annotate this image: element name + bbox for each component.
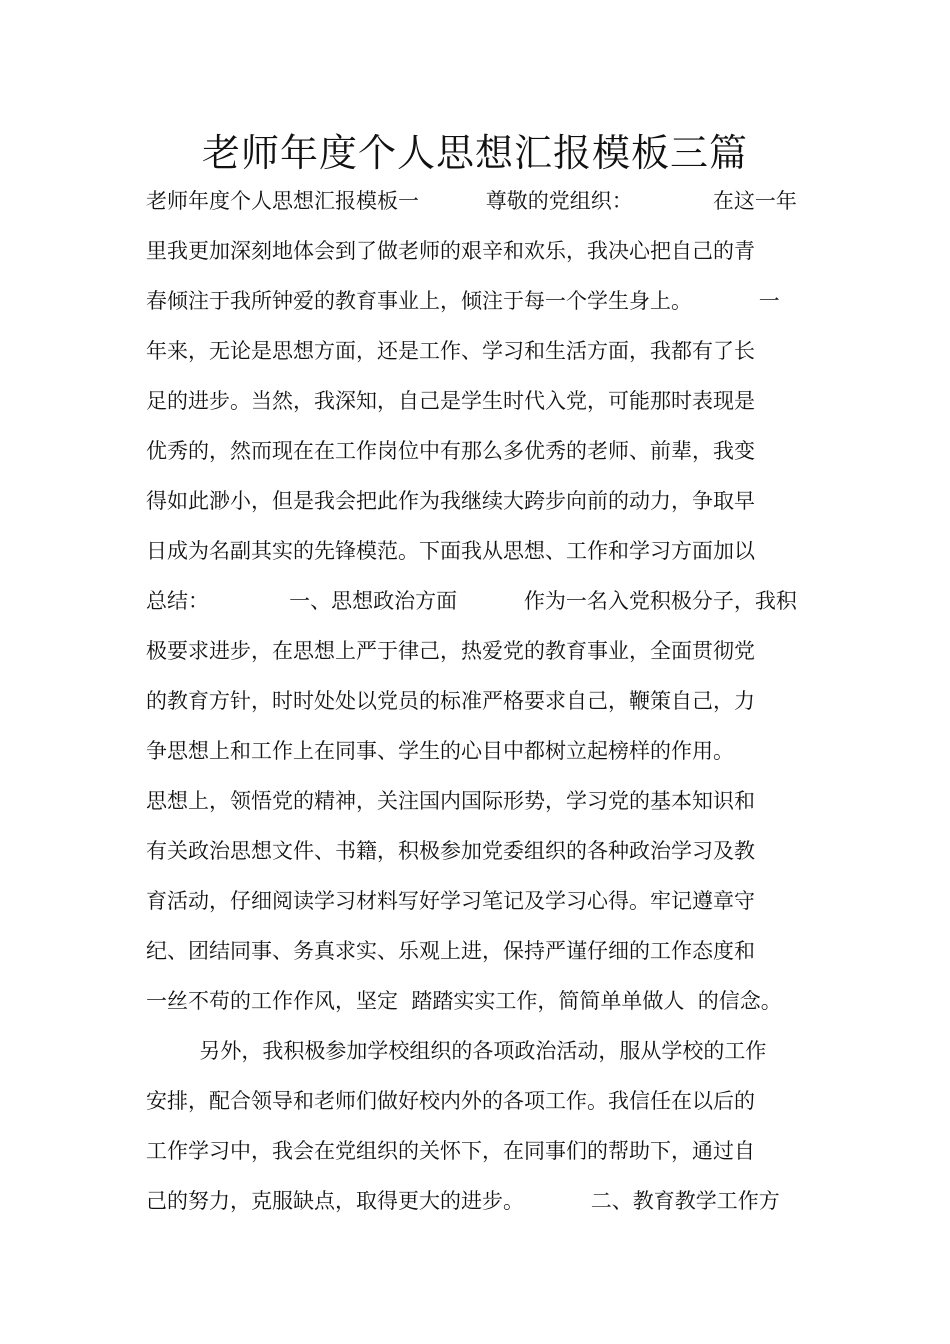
text-line: 思想上，领悟党的精神，关注国内国际形势，学习党的基本知识和 bbox=[146, 789, 755, 813]
document-title: 老师年度个人思想汇报模板三篇 bbox=[201, 131, 748, 175]
text-line: 争思想上和工作上在同事、学生的心目中都树立起榜样的作用。 bbox=[146, 739, 734, 763]
text-line: 有关政治思想文件、书籍，积极参加党委组织的各种政治学习及教 bbox=[146, 839, 755, 863]
text-line: 的教育方针，时时处处以党员的标准严格要求自己，鞭策自己，力 bbox=[146, 689, 755, 713]
text-line: 纪、团结同事、务真求实、乐观上进，保持严谨仔细的工作态度和 bbox=[146, 939, 755, 963]
text-line: 足的进步。当然，我深知，自己是学生时代入党，可能那时表现是 bbox=[146, 389, 755, 413]
text-line: 安排，配合领导和老师们做好校内外的各项工作。我信任在以后的 bbox=[146, 1089, 755, 1113]
text-line: 己的努力，克服缺点，取得更大的进步。 二、教育教学工作方 bbox=[146, 1189, 780, 1213]
text-line: 育活动，仔细阅读学习材料写好学习笔记及学习心得。牢记遵章守 bbox=[146, 889, 755, 913]
text-line: 老师年度个人思想汇报模板一 尊敬的党组织： 在这一年 bbox=[146, 189, 797, 213]
text-line: 得如此渺小，但是我会把此作为我继续大跨步向前的动力，争取早 bbox=[146, 489, 755, 513]
text-line: 里我更加深刻地体会到了做老师的艰辛和欢乐，我决心把自己的青 bbox=[146, 239, 755, 263]
text-line: 优秀的，然而现在在工作岗位中有那么多优秀的老师、前辈，我变 bbox=[146, 439, 755, 463]
text-line: 春倾注于我所钟爱的教育事业上，倾注于每一个学生身上。 一 bbox=[146, 289, 780, 313]
text-line: 另外，我积极参加学校组织的各项政治活动，服从学校的工作 bbox=[146, 1039, 767, 1063]
text-line: 总结： 一、思想政治方面 作为一名入党积极分子，我积 bbox=[146, 589, 797, 613]
text-line: 一丝不苟的工作作风，坚定 踏踏实实工作，简简单单做人 的信念。 bbox=[146, 989, 782, 1013]
document-body bbox=[146, 176, 810, 1226]
text-line: 极要求进步，在思想上严于律己，热爱党的教育事业，全面贯彻党 bbox=[146, 639, 755, 663]
text-line: 年来，无论是思想方面，还是工作、学习和生活方面，我都有了长 bbox=[146, 339, 755, 363]
text-line: 日成为名副其实的先锋模范。下面我从思想、工作和学习方面加以 bbox=[146, 539, 755, 563]
text-line: 工作学习中，我会在党组织的关怀下，在同事们的帮助下，通过自 bbox=[146, 1139, 755, 1163]
